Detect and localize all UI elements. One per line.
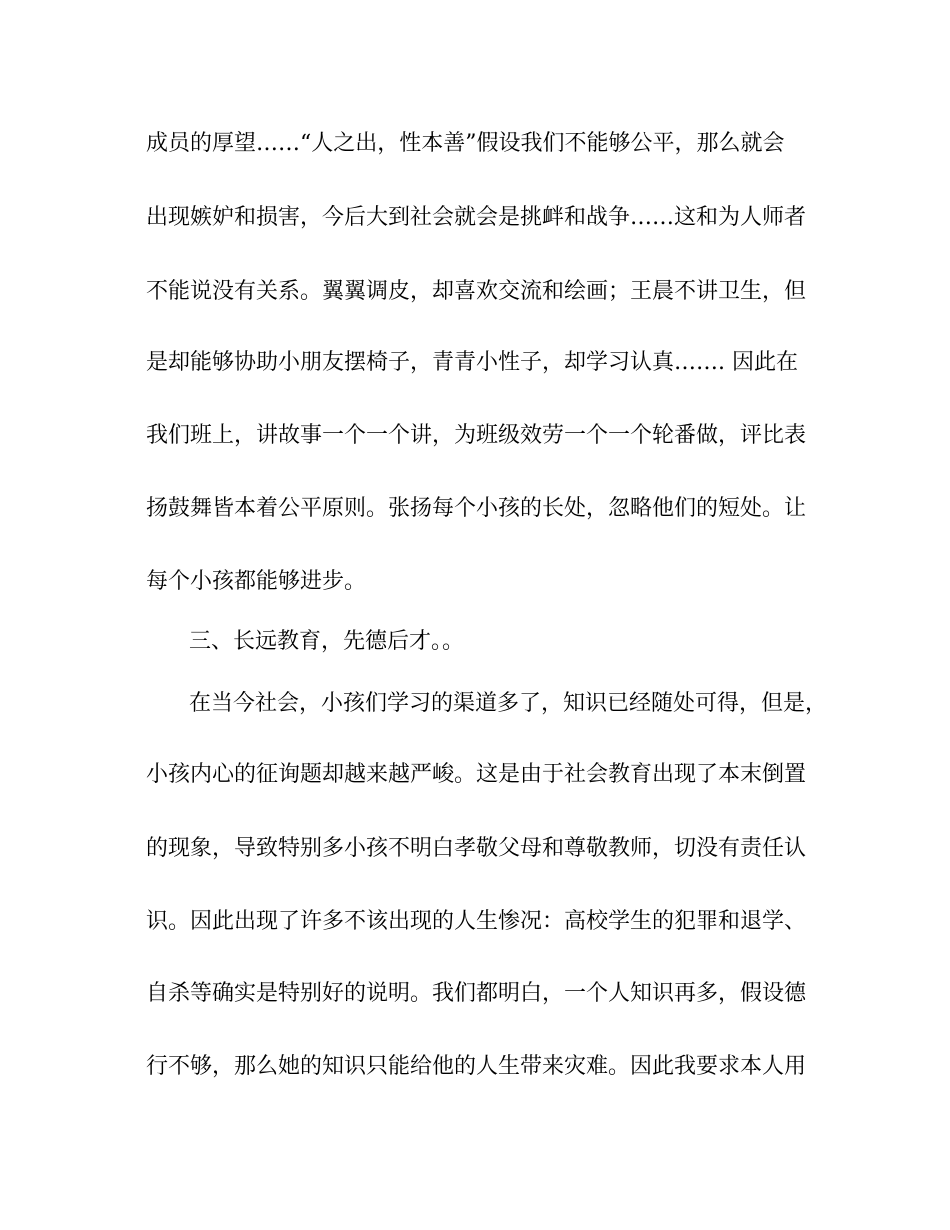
paragraph-line: 识。因此出现了许多不该出现的人生惨况：高校学生的犯罪和退学、 [146,909,807,934]
paragraph-line: 出现嫉妒和损害，今后大到社会就会是挑衅和战争……这和为人师者 [146,205,807,230]
paragraph-line: 我们班上，讲故事一个一个讲，为班级效劳一个一个轮番做，评比表 [146,423,807,448]
paragraph-line-first: 在当今社会，小孩们学习的渠道多了，知识已经随处可得，但是， [189,691,828,716]
paragraph-line: 每个小孩都能够进步。 [146,569,367,594]
paragraph-line: 不能说没有关系。翼翼调皮，却喜欢交流和绘画；王晨不讲卫生，但 [146,279,807,304]
paragraph-line: 小孩内心的征询题却越来越严峻。这是由于社会教育出现了本末倒置 [146,762,807,787]
paragraph-line: 的现象，导致特别多小孩不明白孝敬父母和尊敬教师，切没有责任认 [146,836,807,861]
paragraph-line: 行不够，那么她的知识只能给他的人生带来灾难。因此我要求本人用 [146,1054,807,1079]
paragraph-line: 是却能够协助小朋友摆椅子，青青小性子，却学习认真……. 因此在 [146,350,798,375]
section-heading: 三、长远教育，先德后才。。 [189,629,465,654]
paragraph-line: 扬鼓舞皆本着公平原则。张扬每个小孩的长处，忽略他们的短处。让 [146,496,807,521]
paragraph-line: 成员的厚望……“人之出，性本善”假设我们不能够公平，那么就会 [146,131,785,156]
paragraph-line: 自杀等确实是特别好的说明。我们都明白，一个人知识再多，假设德 [146,981,807,1006]
